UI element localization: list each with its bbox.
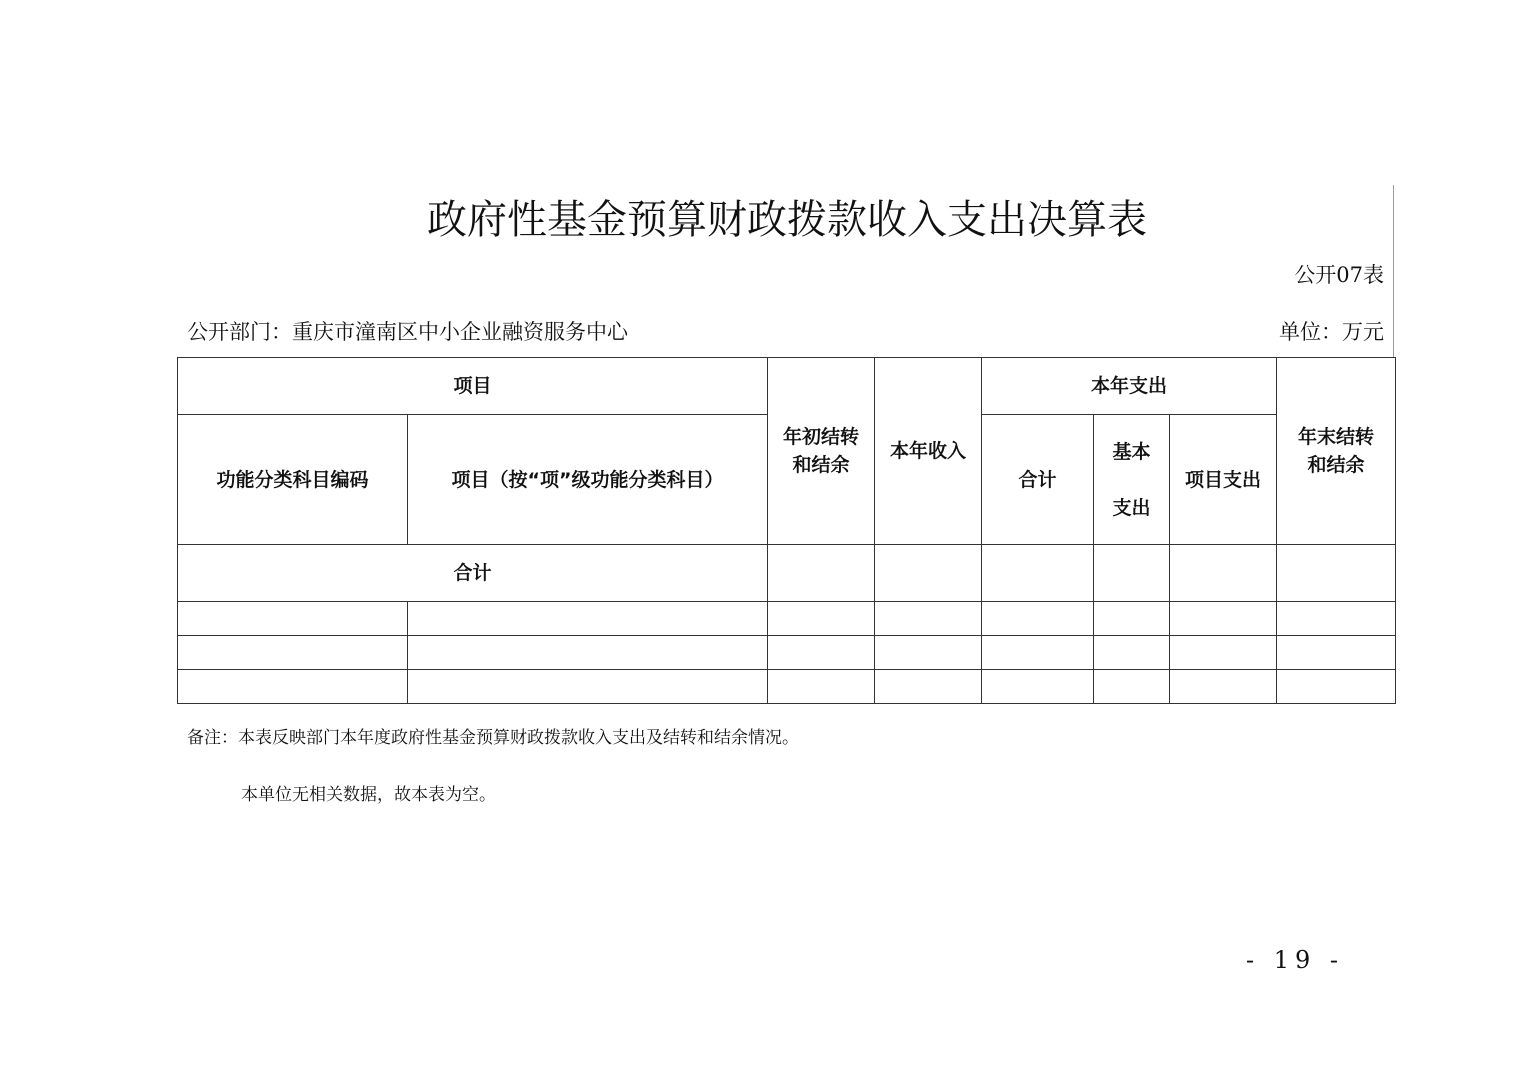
table-cell [408, 636, 768, 670]
header-item-name: 项目（按“项”级功能分类科目） [408, 415, 768, 545]
department-label: 公开部门：重庆市潼南区中小企业融资服务中心 [187, 320, 628, 344]
total-cell [1094, 545, 1170, 602]
header-basic-expense-line1: 基本 [1112, 440, 1151, 463]
table-cell [1094, 602, 1170, 636]
table-cell [1094, 670, 1170, 704]
table-cell [875, 636, 982, 670]
budget-table [177, 357, 1396, 704]
table-cell [768, 602, 875, 636]
table-cell [768, 636, 875, 670]
table-cell [408, 670, 768, 704]
table-cell [875, 670, 982, 704]
table-cell [178, 602, 408, 636]
header-basic-expense [1094, 415, 1170, 545]
header-item-group: 项目 [178, 358, 768, 415]
total-cell [1277, 545, 1396, 602]
page-number: - 19 - [1246, 946, 1345, 974]
table-row [178, 602, 1396, 636]
table-cell [408, 602, 768, 636]
table-cell [1170, 670, 1277, 704]
table-row [178, 636, 1396, 670]
header-ending-balance [1277, 358, 1396, 545]
total-cell [875, 545, 982, 602]
table-cell [982, 670, 1094, 704]
total-cell [982, 545, 1094, 602]
remark-line-2: 本单位无相关数据，故本表为空。 [241, 785, 496, 805]
header-beginning-balance-line1: 年初结转 [783, 426, 860, 448]
table-cell [1170, 602, 1277, 636]
table-row [178, 670, 1396, 704]
table-cell [178, 636, 408, 670]
total-cell [1170, 545, 1277, 602]
table-cell [1277, 602, 1396, 636]
table-cell [768, 670, 875, 704]
header-expense-total: 合计 [982, 415, 1094, 545]
table-cell [1170, 636, 1277, 670]
header-current-income: 本年收入 [875, 358, 982, 545]
header-code: 功能分类科目编码 [178, 415, 408, 545]
table-cell [178, 670, 408, 704]
header-row-1 [178, 358, 1396, 415]
total-cell [768, 545, 875, 602]
table-number: 公开07表 [1294, 263, 1384, 287]
unit-label: 单位：万元 [1279, 320, 1384, 344]
total-row [178, 545, 1396, 602]
header-ending-balance-line1: 年末结转 [1298, 426, 1375, 448]
total-label: 合计 [178, 545, 768, 602]
header-beginning-balance [768, 358, 875, 545]
remark-line-1: 备注：本表反映部门本年度政府性基金预算财政拨款收入支出及结转和结余情况。 [187, 728, 799, 748]
table-cell [1277, 636, 1396, 670]
header-beginning-balance-line2: 和结余 [792, 454, 850, 476]
table-cell [982, 636, 1094, 670]
header-ending-balance-line2: 和结余 [1307, 454, 1365, 476]
document-title: 政府性基金预算财政拨款收入支出决算表 [427, 197, 1147, 243]
table-cell [875, 602, 982, 636]
header-current-expense-group: 本年支出 [982, 358, 1277, 415]
table-cell [1094, 636, 1170, 670]
table-cell [982, 602, 1094, 636]
table-cell [1277, 670, 1396, 704]
header-project-expense: 项目支出 [1170, 415, 1277, 545]
header-basic-expense-line2: 支出 [1112, 496, 1151, 519]
